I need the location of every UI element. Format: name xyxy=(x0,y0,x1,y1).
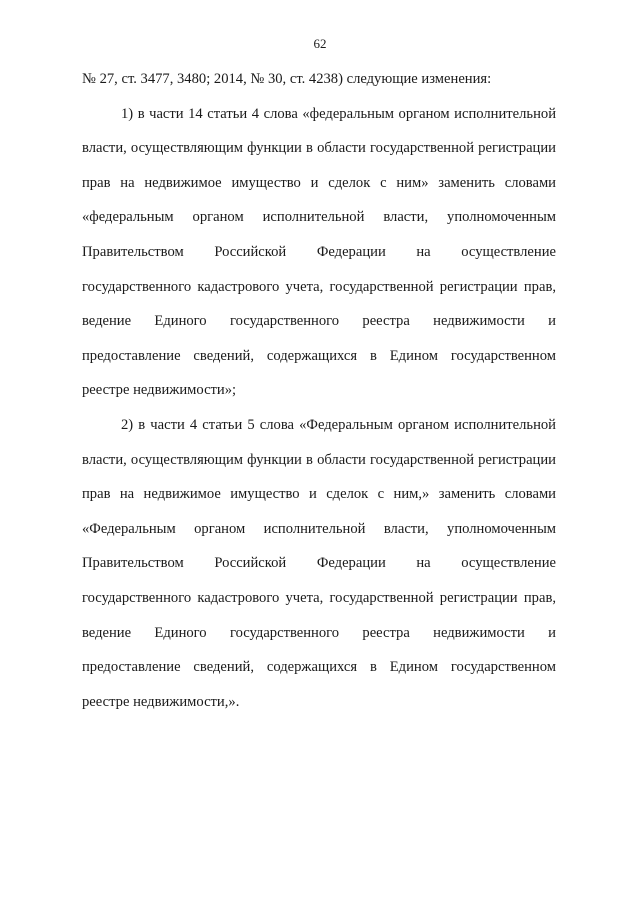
paragraph-intro: № 27, ст. 3477, 3480; 2014, № 30, ст. 4238) следующие изменения: xyxy=(82,71,492,87)
paragraph-item-1: 1) в части 14 статьи 4 слова «федеральным органом исполнительной власти, осуществляющим функции в области государственной регистрации прав на недвижимое имущество и сделок с ним» заменить словами «федеральным органом исполнительной власти, уполномоченным Правительством Российской Федерации на осуществление государственного кадастрового учета, государственной регистрации прав, ведение Единого государственного реестра недвижимости и предоставление сведений, содержащихся в Едином государственном реестре недвижимости»; xyxy=(82,105,556,399)
paragraph-item-2: 2) в части 4 статьи 5 слова «Федеральным органом исполнительной власти, осуществляющим функции в области государственной регистрации прав на недвижимое имущество и сделок с ним,» заменить словами «Федеральным органом исполнительной власти, уполномоченным Правительством Российской Федерации на осуществление государственного кадастрового учета, государственной регистрации прав, ведение Единого государственного реестра недвижимости и предоставление сведений, содержащихся в Едином государственном реестре недвижимости,». xyxy=(82,416,556,710)
body-text xyxy=(82,62,556,719)
page-number: 62 xyxy=(313,36,327,51)
